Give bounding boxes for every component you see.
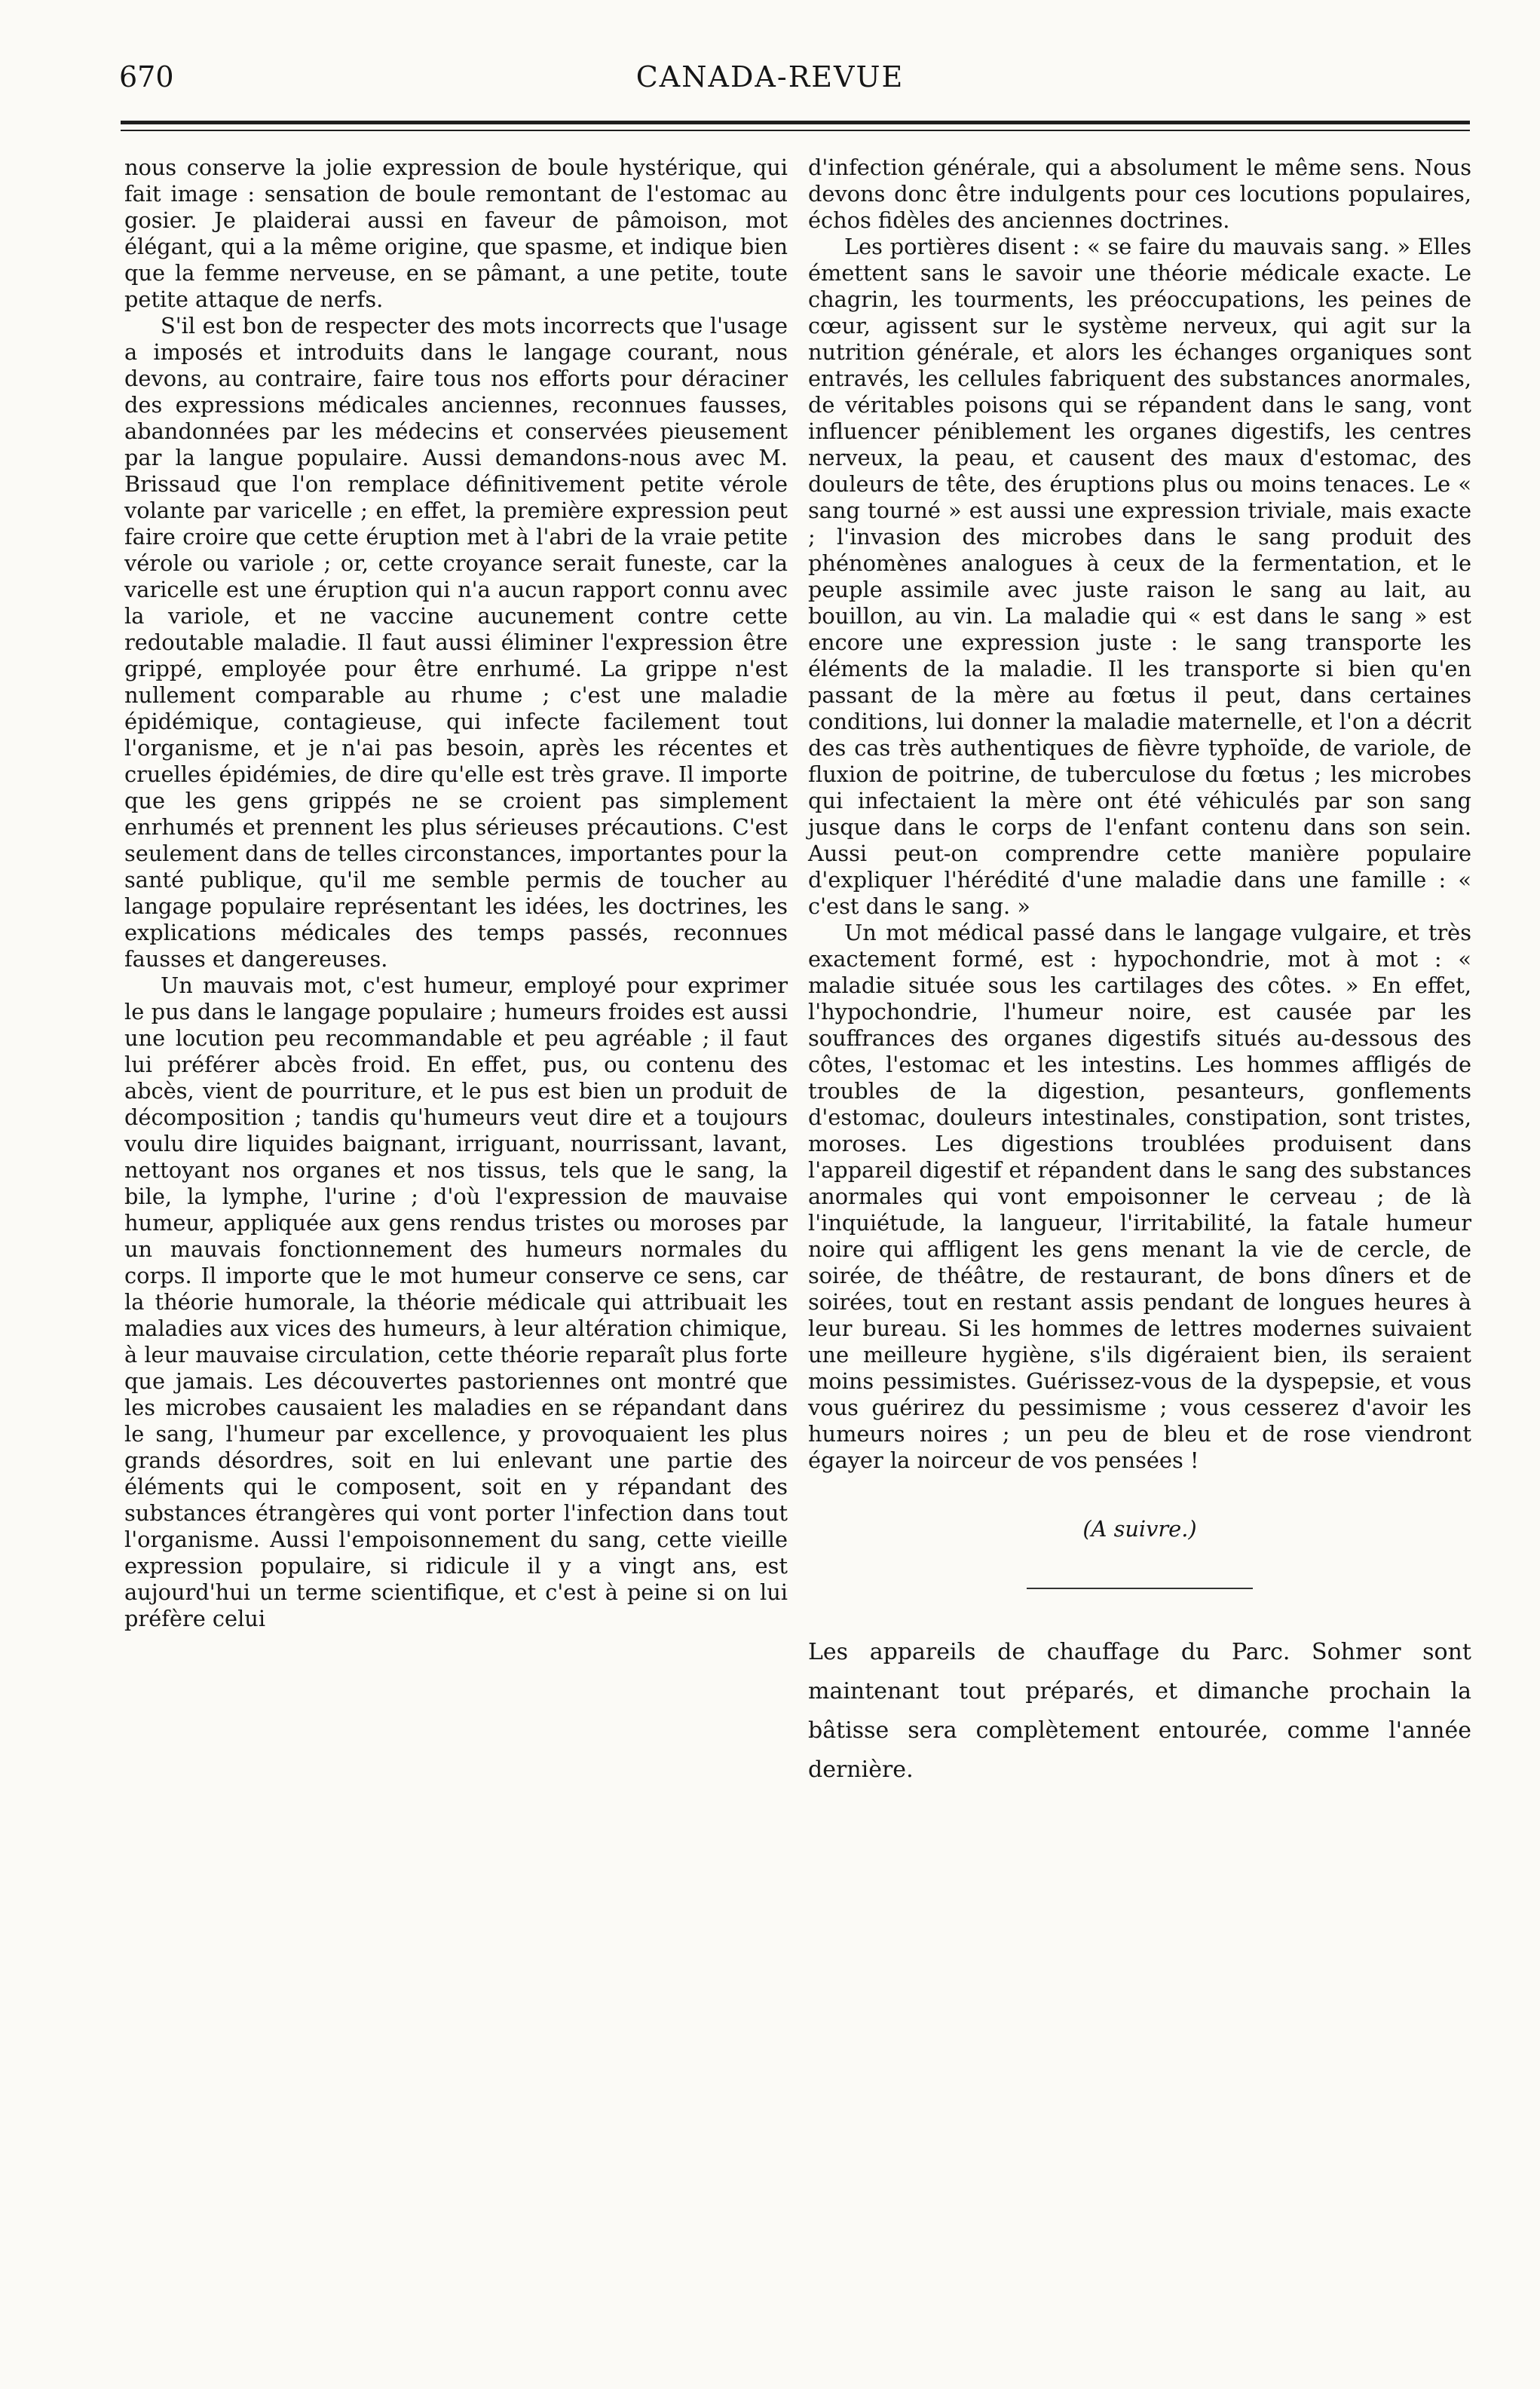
continuation-note: (A suivre.) xyxy=(1082,1516,1197,1542)
header-rule-thick xyxy=(121,121,1470,124)
paragraph: Un mauvais mot, c'est humeur, employé pour exprimer le pus dans le langage populaire ; humeurs froides est aussi une locution peu recommandable et peu agréable ; il faut lui préférer abcès froid. En effet, pus, ou contenu des abcès, vient de pourriture, et le pus est bien un produit de décomposition ; tandis qu'humeurs veut dire et a toujours voulu dire liquides baignant, irriguant, nourrissant, lavant, nettoyant nos organes et nos tissus, tels que le sang, la bile, la lymphe, l'urine ; d'où l'expression de mauvaise humeur, appliquée aux gens rendus tristes ou moroses par un mauvais fonctionnement des humeurs normales du corps. Il importe que le mot humeur conserve ce sens, car la théorie humorale, la théorie médicale qui attribuait les maladies aux vices des humeurs, à leur altération chimique, à leur mauvaise circulation, cette théorie reparaît plus forte que jamais. Les découvertes pastoriennes ont montré que les microbes causaient les maladies en se répandant dans le sang, l'humeur par excellence, y provoquaient les plus grands désordres, soit en lui enlevant une partie des éléments qui le composent, soit en y répandant des substances étrangères qui vont porter l'infection dans tout l'organisme. Aussi l'empoisonnement du sang, cette vieille expression populaire, si ridicule il y a vingt ans, est aujourd'hui un terme scientifique, et c'est à peine si on lui préfère celui xyxy=(124,972,788,1631)
right-column xyxy=(808,155,1471,1790)
header-rule-thin xyxy=(121,130,1470,131)
paragraph: d'infection générale, qui a absolument le même sens. Nous devons donc être indulgents pour ces locutions populaires, échos fidèles des anciennes doctrines. xyxy=(808,155,1471,233)
notice-paragraph: Les appareils de chauffage du Parc. Sohmer sont maintenant tout préparés, et dimanche prochain la bâtisse sera complètement entourée, comme l'année dernière. xyxy=(808,1639,1471,1783)
left-column xyxy=(124,155,788,1632)
page-header xyxy=(0,53,1540,106)
running-title: CANADA-REVUE xyxy=(635,60,905,93)
paragraph: nous conserve la jolie expression de boule hystérique, qui fait image : sensation de boule remontant de l'estomac au gosier. Je plaiderai aussi en faveur de pâmoison, mot élégant, qui a la même origine, que spasme, et indique bien que la femme nerveuse, en se pâmant, a une petite, toute petite attaque de nerfs. xyxy=(124,155,788,312)
paragraph: Les portières disent : « se faire du mauvais sang. » Elles émettent sans le savoir une théorie médicale exacte. Le chagrin, les tourments, les préoccupations, les peines de cœur, agissent sur le système nerveux, qui agit sur la nutrition générale, et alors les échanges organiques sont entravés, les cellules fabriquent des substances anormales, de véritables poisons qui se répandent dans le sang, vont influencer péniblement les organes digestifs, les centres nerveux, la peau, et causent des maux d'estomac, des douleurs de tête, des éruptions plus ou moins tenaces. Le « sang tourné » est aussi une expression triviale, mais exacte ; l'invasion des microbes dans le sang produit des phénomènes analogues à ceux de la fermentation, et le peuple assimile avec juste raison le sang au lait, au bouillon, au vin. La maladie qui « est dans le sang » est encore une expression juste : le sang transporte les éléments de la maladie. Il les transporte si bien qu'en passant de la mère au fœtus il peut, dans certaines conditions, lui donner la maladie maternelle, et l'on a décrit des cas très authentiques de fièvre typhoïde, de variole, de fluxion de poitrine, de tuberculose du fœtus ; les microbes qui infectaient la mère ont été véhiculés par son sang jusque dans le corps de l'enfant contenu dans son sein. Aussi peut-on comprendre cette manière populaire d'expliquer l'hérédité d'une maladie dans une famille : « c'est dans le sang. » xyxy=(808,234,1471,919)
paragraph: S'il est bon de respecter des mots incorrects que l'usage a imposés et introduits dans le langage courant, nous devons, au contraire, faire tous nos efforts pour déraciner des expressions médicales anciennes, reconnues fausses, abandonnées par les médecins et conservées pieusement par la langue populaire. Aussi demandons-nous avec M. Brissaud que l'on remplace définitivement petite vérole volante par varicelle ; en effet, la première expression peut faire croire que cette éruption met à l'abri de la vraie petite vérole ou variole ; or, cette croyance serait funeste, car la varicelle est une éruption qui n'a aucun rapport connu avec la variole, et ne vaccine aucunement contre cette redoutable maladie. Il faut aussi éliminer l'expression être grippé, employée pour être enrhumé. La grippe n'est nullement comparable au rhume ; c'est une maladie épidémique, contagieuse, qui infecte facilement tout l'organisme, et je n'ai pas besoin, après les récentes et cruelles épidémies, de dire qu'elle est très grave. Il importe que les gens grippés ne se croient pas simplement enrhumés et prennent les plus sérieuses précautions. C'est seulement dans de telles circonstances, importantes pour la santé publique, qu'il me semble permis de toucher au langage populaire représentant les idées, les doctrines, les explications médicales des temps passés, reconnues fausses et dangereuses. xyxy=(124,313,788,972)
page-number: 670 xyxy=(119,60,174,93)
section-separator xyxy=(1027,1588,1253,1589)
paragraph: Un mot médical passé dans le langage vulgaire, et très exactement formé, est : hypochondrie, mot à mot : « maladie située sous les cartilages des côtes. » En effet, l'hypochondrie, l'humeur noire, est causée par les souffrances des organes digestifs situés au-dessous des côtes, l'estomac et les intestins. Les hommes affligés de troubles de la digestion, pesanteurs, gonflements d'estomac, douleurs intestinales, constipation, sont tristes, moroses. Les digestions troublées produisent dans l'appareil digestif et répandent dans le sang des substances anormales qui vont empoisonner le cerveau ; de là l'inquiétude, la langueur, l'irritabilité, la fatale humeur noire qui affligent les gens menant la vie de cercle, de soirée, de théâtre, de restaurant, de bons dîners et de soirées, tout en restant assis pendant de longues heures à leur bureau. Si les hommes de lettres modernes suivaient une meilleure hygiène, s'ils digéraient bien, ils seraient moins pessimistes. Guérissez-vous de la dyspepsie, et vous vous guérirez du pessimisme ; vous cesserez d'avoir les humeurs noires ; un peu de bleu et de rose viendront égayer la noirceur de vos pensées ! xyxy=(808,920,1471,1473)
